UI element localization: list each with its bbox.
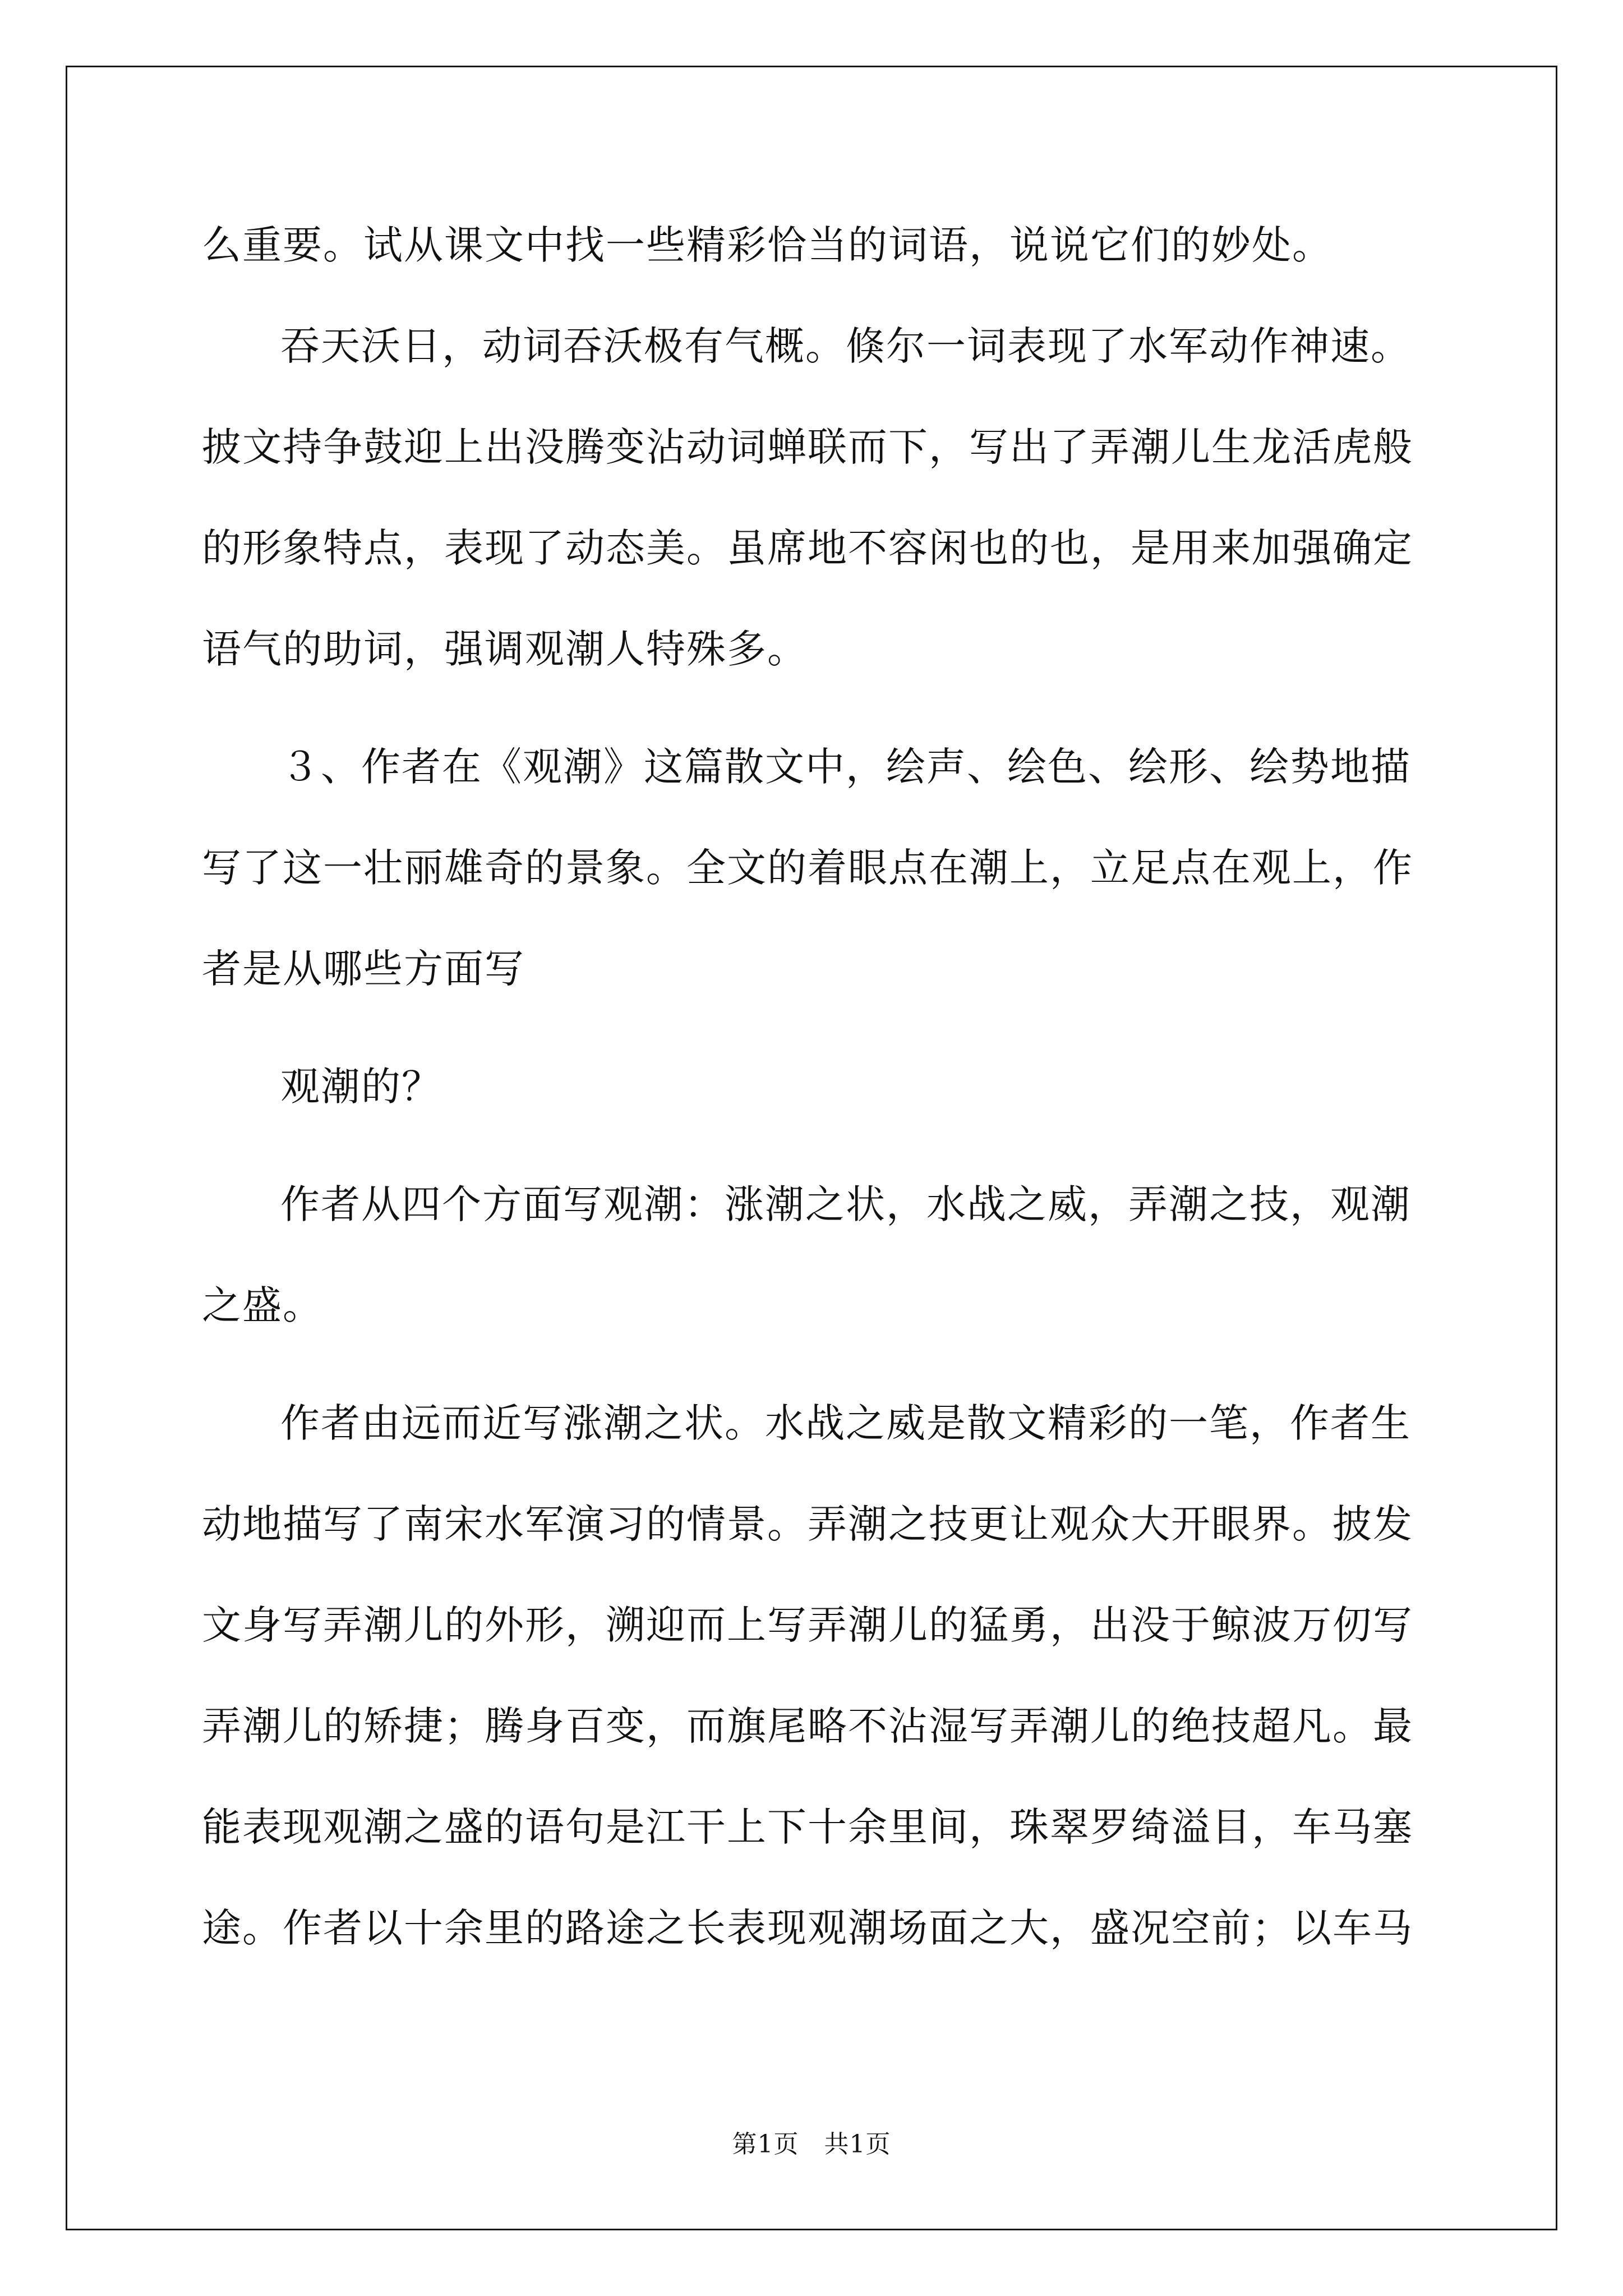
text-line: 途。作者以十余里的路途之长表现观潮场面之大，盛况空前；以车马 [202, 1905, 1413, 1951]
page-number-footer: 第1页 共1页 [732, 2130, 891, 2159]
text-line: 能表现观潮之盛的语句是江干上下十余里间，珠翠罗绮溢目，车马塞 [202, 1804, 1413, 1850]
text-line: 的形象特点，表现了动态美。虽席地不容闲也的也，是用来加强确定 [202, 525, 1413, 571]
text-line: 观潮的？ [280, 1064, 442, 1110]
text-line: 文身写弄潮儿的外形，溯迎而上写弄潮儿的猛勇，出没于鲸波万仞写 [202, 1602, 1413, 1648]
text-line: 动地描写了南宋水军演习的情景。弄潮之技更让观众大开眼界。披发 [202, 1501, 1413, 1547]
text-line: 者是从哪些方面写 [202, 946, 525, 992]
text-line: 么重要。试从课文中找一些精彩恰当的词语，说说它们的妙处。 [202, 222, 1332, 268]
text-line: 作者由远而近写涨潮之状。水战之威是散文精彩的一笔，作者生 [280, 1400, 1411, 1446]
text-line: ３、作者在《观潮》这篇散文中，绘声、绘色、绘形、绘势地描 [280, 744, 1411, 790]
text-line: 语气的助词，强调观潮人特殊多。 [202, 626, 808, 672]
text-line: 吞天沃日，动词吞沃极有气概。倏尔一词表现了水军动作神速。 [280, 323, 1411, 369]
text-line: 作者从四个方面写观潮：涨潮之状，水战之威，弄潮之技，观潮 [280, 1181, 1411, 1227]
text-line: 之盛。 [202, 1282, 323, 1328]
text-line: 披文持争鼓迎上出没腾变沾动词蝉联而下，写出了弄潮儿生龙活虎般 [202, 424, 1413, 470]
text-line: 弄潮儿的矫捷；腾身百变，而旗尾略不沾湿写弄潮儿的绝技超凡。最 [202, 1703, 1413, 1749]
text-line: 写了这一壮丽雄奇的景象。全文的着眼点在潮上，立足点在观上，作 [202, 845, 1413, 891]
